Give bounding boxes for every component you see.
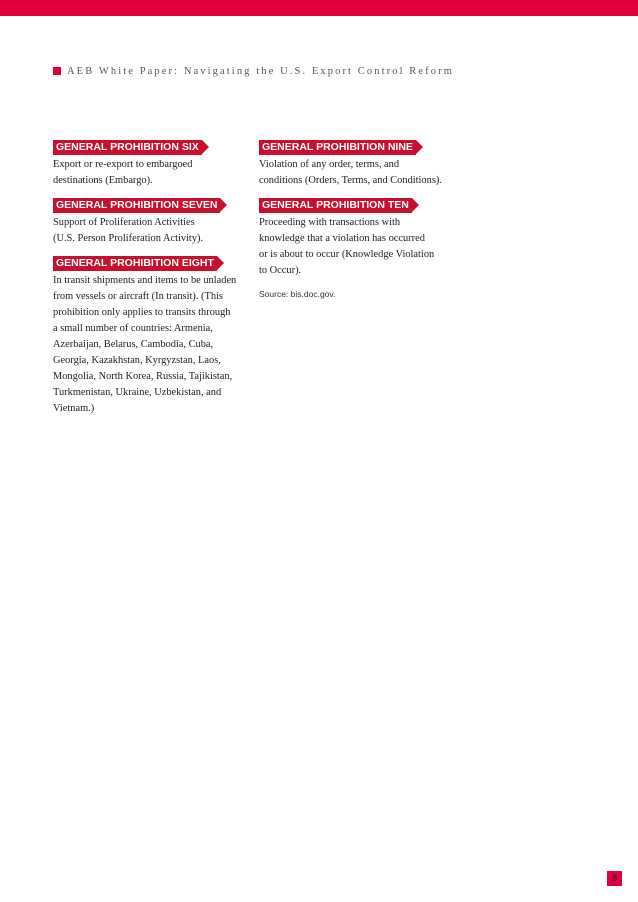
prohibition-nine [259, 137, 459, 189]
prohibition-six-heading: GENERAL PROHIBITION SIX [53, 140, 202, 155]
prohibition-seven-text: Support of Proliferation Activities (U.S. Person Proliferation Activity). [53, 217, 204, 244]
prohibition-seven [53, 195, 253, 247]
left-column [53, 137, 253, 423]
page-number: 8 [607, 871, 622, 886]
prohibition-eight-text: In transit shipments and items to be unladen from vessels or aircraft (In transit). (This prohibition only applies to transits through a small number of countries: Armenia, Azerbaijan, Belarus, Cambodia, Cuba, Georgia, Kazakhstan, Kyrgyzstan, Laos, Mongolia, North Korea, Russia, Tajikistan, Turkmenistan, Ukraine, Uzbekistan, and Vietnam.) [53, 275, 237, 414]
prohibition-six-text: Export or re-export to embargoed destinations (Embargo). [53, 159, 193, 186]
prohibition-ten-text: Proceeding with transactions with knowledge that a violation has occurred or is about to occur (Knowledge Violation to Occur). [259, 217, 435, 276]
prohibition-ten [259, 195, 459, 279]
prohibition-ten-heading: GENERAL PROHIBITION TEN [259, 198, 412, 213]
prohibition-six [53, 137, 253, 189]
prohibition-nine-text: Violation of any order, terms, and conditions (Orders, Terms, and Conditions). [259, 159, 442, 186]
running-header [53, 64, 454, 78]
document-title: AEB White Paper: Navigating the U.S. Export Control Reform [67, 65, 454, 77]
top-accent-bar [0, 0, 638, 16]
header-square-icon [53, 67, 61, 75]
prohibition-nine-heading: GENERAL PROHIBITION NINE [259, 140, 416, 155]
source-note: Source: bis.doc.gov. [259, 289, 336, 299]
prohibition-seven-heading: GENERAL PROHIBITION SEVEN [53, 198, 220, 213]
prohibition-eight [53, 253, 253, 417]
right-column [259, 137, 459, 299]
prohibition-eight-heading: GENERAL PROHIBITION EIGHT [53, 256, 217, 271]
